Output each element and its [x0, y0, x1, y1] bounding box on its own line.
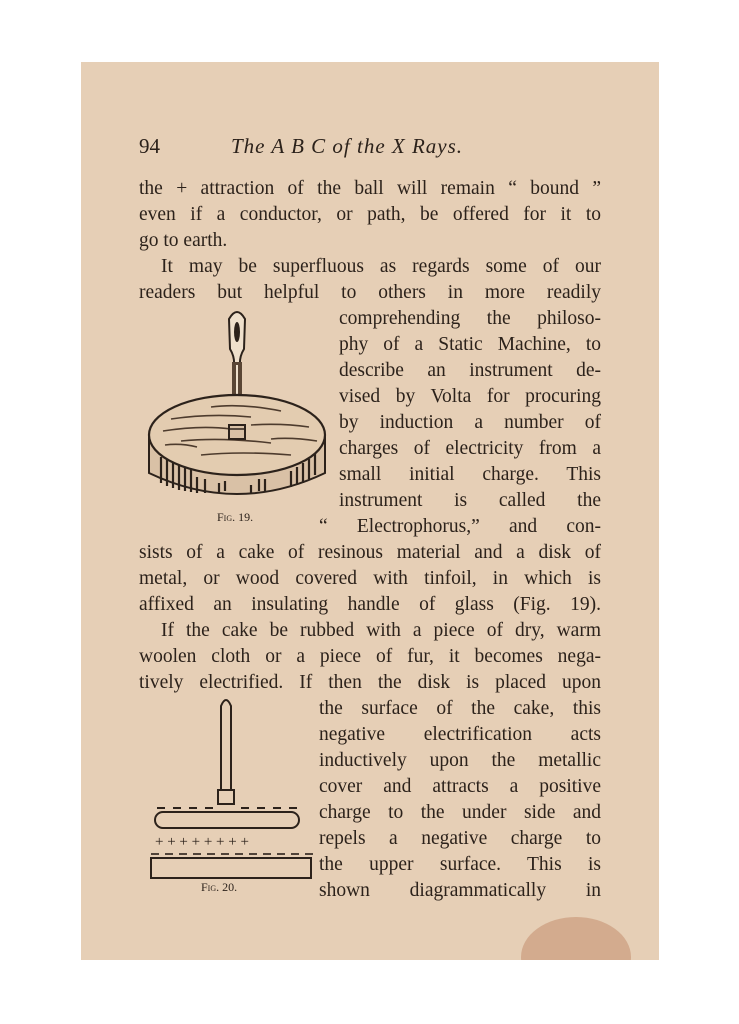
- running-title: The A B C of the X Rays.: [231, 134, 464, 158]
- text-line: cover and attracts a positive: [319, 776, 601, 797]
- thumb-mark: [521, 917, 631, 960]
- text-line: readers but helpful to others in more readily: [139, 282, 601, 303]
- text-line: vised by Volta for procuring: [339, 386, 601, 407]
- text-line: metal, or wood covered with tinfoil, in which is: [139, 568, 601, 589]
- text-line: If the cake be rubbed with a piece of dry, warm: [161, 620, 601, 641]
- text-line: phy of a Static Machine, to: [339, 334, 601, 355]
- text-line: shown diagrammatically in: [319, 880, 601, 901]
- figure-20-caption: Fig. 20.: [201, 880, 238, 894]
- text-line: affixed an insulating handle of glass (Fig. 19).: [139, 594, 601, 615]
- figure-19-caption: Fig. 19.: [217, 510, 254, 524]
- figure-19-electrophorus: [141, 307, 331, 507]
- text-line: the upper surface. This is: [319, 854, 601, 875]
- text-line: It may be superfluous as regards some of our: [161, 256, 601, 277]
- positive-charge-row: + + + + + + + +: [155, 834, 249, 850]
- text-line: instrument is called the: [339, 490, 601, 511]
- page-header: [139, 134, 589, 164]
- text-line: describe an instrument de-: [339, 360, 601, 381]
- text-line: comprehending the philoso-: [339, 308, 601, 329]
- text-line: the surface of the cake, this: [319, 698, 601, 719]
- text-line: the + attraction of the ball will remain “ bound ”: [139, 178, 601, 199]
- figure-20-diagram: [141, 690, 321, 880]
- text-line: “ Electrophorus,” and con-: [319, 516, 601, 537]
- book-page: [81, 62, 659, 960]
- page-number: 94: [139, 134, 160, 158]
- text-line: charge to the under side and: [319, 802, 601, 823]
- text-line: charges of electricity from a: [339, 438, 601, 459]
- text-line: inductively upon the metallic: [319, 750, 601, 771]
- text-line: even if a conductor, or path, be offered for it to: [139, 204, 601, 225]
- text-line: repels a negative charge to: [319, 828, 601, 849]
- text-line: tively electrified. If then the disk is placed upon: [139, 672, 601, 693]
- text-line: negative electrification acts: [319, 724, 601, 745]
- text-line: go to earth.: [139, 230, 228, 251]
- text-line: by induction a number of: [339, 412, 601, 433]
- text-line: sists of a cake of resinous material and a disk of: [139, 542, 601, 563]
- text-line: small initial charge. This: [339, 464, 601, 485]
- text-line: woolen cloth or a piece of fur, it becomes nega-: [139, 646, 601, 667]
